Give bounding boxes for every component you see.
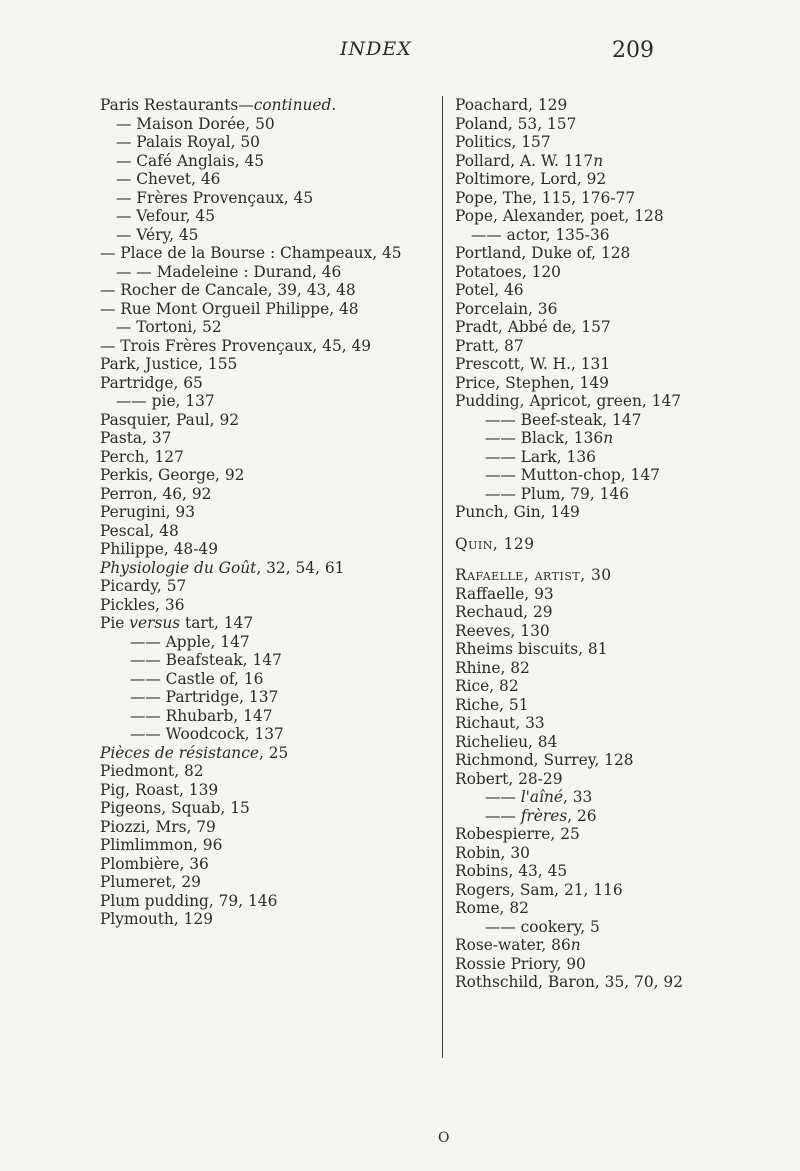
entry-text: — Café Anglais, 45 [116, 151, 265, 170]
entry-text: —— actor, 135-36 [471, 225, 610, 244]
index-entry [100, 725, 430, 744]
entry-text: Robert, 28-29 [455, 769, 563, 788]
entry-text: —— Beafsteak, 147 [130, 651, 282, 669]
index-entry [100, 189, 430, 208]
index-entry [100, 485, 430, 504]
index-column-right [455, 96, 785, 992]
entry-text: Potatoes, 120 [455, 262, 561, 281]
index-entry [100, 429, 430, 448]
entry-text: Plumeret, 29 [100, 873, 201, 891]
index-entry [100, 318, 430, 337]
entry-text: — Palais Royal, 50 [116, 133, 260, 151]
entry-text: Perch, 127 [100, 447, 184, 466]
entry-text: —— Apple, 147 [130, 632, 250, 651]
entry-text: —— Mutton-chop, 147 [485, 466, 660, 484]
entry-text: Perron, 46, 92 [100, 484, 212, 503]
entry-text: Partridge, 65 [100, 373, 203, 392]
index-entry [100, 744, 430, 763]
entry-text: Pradt, Abbé de, 157 [455, 318, 611, 336]
entry-text: —— Partridge, 137 [130, 688, 279, 706]
entry-text: —— [485, 788, 521, 806]
entry-text: Rhine, 82 [455, 658, 530, 677]
index-entry [100, 411, 430, 430]
entry-text: — Place de la Bourse : Champeaux, 45 [100, 244, 402, 262]
entry-text: —— Woodcock, 137 [130, 725, 284, 743]
index-entry [455, 918, 785, 937]
index-entry [455, 696, 785, 715]
index-entry [100, 466, 430, 485]
index-entry [100, 207, 430, 226]
entry-text: — Rocher de Cancale, 39, 43, 48 [100, 281, 356, 299]
entry-text: Prescott, W. H., 131 [455, 355, 611, 373]
entry-text: —— Rhubarb, 147 [130, 706, 273, 725]
index-entry [455, 659, 785, 678]
index-entry [100, 670, 430, 689]
index-entry [455, 170, 785, 189]
entry-text: Plimlimmon, 96 [100, 836, 223, 854]
entry-text: Plum pudding, 79, 146 [100, 891, 278, 910]
entry-text: —— Castle of, 16 [130, 669, 264, 688]
entry-text: Richmond, Surrey, 128 [455, 751, 634, 769]
entry-text: Plymouth, 129 [100, 910, 214, 928]
index-entry [455, 622, 785, 641]
index-entry [100, 522, 430, 541]
index-entry [100, 244, 430, 263]
entry-text: — — Madeleine : Durand, 46 [116, 262, 342, 281]
index-entry [100, 540, 430, 559]
entry-suffix: —continued. [238, 96, 337, 114]
entry-text: Piozzi, Mrs, 79 [100, 817, 216, 836]
entry-suffix: n [593, 151, 604, 170]
index-entry [455, 485, 785, 504]
entry-text: —— Plum, 79, 146 [485, 484, 629, 503]
index-entry [100, 337, 430, 356]
index-entry [100, 152, 430, 171]
index-entry [100, 633, 430, 652]
entry-text: Pig, Roast, 139 [100, 780, 219, 799]
entry-text: Potel, 46 [455, 281, 524, 299]
entry-suffix: , 26 [567, 806, 597, 825]
entry-text: Park, Justice, 155 [100, 355, 238, 373]
index-entry [455, 392, 785, 411]
entry-text: Rome, 82 [455, 899, 529, 917]
entry-text: — Chevet, 46 [116, 170, 221, 188]
entry-text: Politics, 157 [455, 133, 551, 151]
index-entry [455, 115, 785, 134]
entry-text: Rechaud, 29 [455, 603, 553, 621]
index-entry [455, 429, 785, 448]
index-entry [455, 585, 785, 604]
entry-text: Robespierre, 25 [455, 825, 580, 843]
index-entry [455, 244, 785, 263]
index-entry [100, 503, 430, 522]
entry-text: Pièces de résistance [100, 743, 259, 762]
entry-italic-text: frères [520, 806, 568, 825]
entry-text: — Trois Frères Provençaux, 45, 49 [100, 336, 372, 355]
entry-text: Poachard, 129 [455, 96, 568, 114]
entry-text: Pigeons, Squab, 15 [100, 799, 250, 817]
index-entry [455, 973, 785, 992]
index-entry [455, 337, 785, 356]
index-entry [100, 596, 430, 615]
entry-suffix: n [570, 936, 581, 954]
entry-text: — Maison Dorée, 50 [116, 114, 275, 133]
entry-suffix: tart, 147 [180, 614, 254, 632]
page-number: 209 [612, 38, 654, 63]
index-entry [100, 892, 430, 911]
entry-text: —— Beef-steak, 147 [485, 410, 642, 429]
entry-suffix: n [603, 429, 614, 447]
index-entry [455, 448, 785, 467]
index-entry [100, 873, 430, 892]
entry-text: Richelieu, 84 [455, 732, 558, 751]
index-entry [455, 318, 785, 337]
index-entry [100, 707, 430, 726]
entry-text: — Rue Mont Orgueil Philippe, 48 [100, 299, 359, 318]
entry-text: Poland, 53, 157 [455, 114, 577, 133]
index-entry [455, 862, 785, 881]
index-entry [100, 614, 430, 633]
index-entry [100, 226, 430, 245]
index-entry [455, 263, 785, 282]
index-entry [455, 640, 785, 659]
entry-text: —— Black, 136 [485, 429, 604, 447]
entry-text: Price, Stephen, 149 [455, 373, 609, 392]
index-entry [455, 189, 785, 208]
entry-text: Punch, Gin, 149 [455, 503, 580, 521]
entry-text: Rose-water, 86 [455, 936, 571, 954]
index-entry [100, 263, 430, 282]
index-entry [100, 392, 430, 411]
index-entry [100, 836, 430, 855]
entry-text: Perugini, 93 [100, 503, 196, 521]
entry-text: Robin, 30 [455, 843, 530, 862]
index-entry [455, 300, 785, 319]
entry-text: —— cookery, 5 [485, 917, 600, 936]
index-entry [455, 751, 785, 770]
entry-text: —— [485, 806, 521, 825]
index-entry [455, 411, 785, 430]
entry-text: Pope, The, 115, 176-77 [455, 188, 636, 207]
entry-text: —— Lark, 136 [485, 447, 596, 466]
index-entry [100, 762, 430, 781]
entry-text: Riche, 51 [455, 695, 529, 714]
index-entry [100, 855, 430, 874]
entry-text: — Véry, 45 [116, 225, 199, 244]
index-entry [100, 818, 430, 837]
index-entry [455, 825, 785, 844]
index-entry [100, 170, 430, 189]
entry-text: Pie [100, 614, 130, 632]
entry-text: Pudding, Apricot, green, 147 [455, 392, 682, 410]
entry-text: — Tortoni, 52 [116, 318, 222, 336]
index-entry [455, 374, 785, 393]
index-entry [100, 651, 430, 670]
entry-text: Rothschild, Baron, 35, 70, 92 [455, 973, 683, 991]
entry-text: Pasquier, Paul, 92 [100, 410, 240, 429]
entry-suffix: , 32, 54, 61 [256, 558, 345, 577]
index-entry [455, 899, 785, 918]
index-entry [455, 503, 785, 522]
index-entry [455, 281, 785, 300]
entry-text: Rice, 82 [455, 677, 519, 695]
index-entry [455, 733, 785, 752]
entry-text: Pope, Alexander, poet, 128 [455, 207, 664, 225]
index-entry [455, 714, 785, 733]
entry-text: Richaut, 33 [455, 714, 545, 732]
index-entry [455, 677, 785, 696]
index-entry [455, 936, 785, 955]
entry-text: Picardy, 57 [100, 577, 187, 595]
entry-text: Rossie Priory, 90 [455, 954, 586, 973]
entry-italic-text: versus [129, 614, 181, 632]
index-entry [100, 96, 430, 115]
running-head [0, 38, 800, 68]
entry-text: Plombière, 36 [100, 854, 209, 873]
entry-text: Paris Restaurants [100, 96, 239, 114]
index-entry [455, 535, 785, 554]
entry-text: —— pie, 137 [116, 392, 215, 410]
index-entry [455, 770, 785, 789]
index-entry [100, 577, 430, 596]
index-entry [455, 844, 785, 863]
index-entry [455, 207, 785, 226]
index-entry [455, 566, 785, 585]
entry-text: Robins, 43, 45 [455, 862, 568, 880]
entry-text: Rafaelle, artist, 30 [455, 566, 612, 584]
index-entry [100, 133, 430, 152]
index-entry [100, 115, 430, 134]
index-entry [455, 355, 785, 374]
index-entry [455, 466, 785, 485]
entry-text: Perkis, George, 92 [100, 466, 245, 484]
entry-text: — Vefour, 45 [116, 207, 216, 225]
entry-text: Pasta, 37 [100, 429, 172, 447]
entry-text: — Frères Provençaux, 45 [116, 188, 314, 207]
index-entry [455, 152, 785, 171]
entry-text: Raffaelle, 93 [455, 584, 554, 603]
entry-text: Porcelain, 36 [455, 299, 558, 318]
entry-text: Pescal, 48 [100, 521, 179, 540]
entry-text: Poltimore, Lord, 92 [455, 170, 607, 188]
entry-text: Portland, Duke of, 128 [455, 244, 631, 262]
index-entry [455, 226, 785, 245]
entry-suffix: , 33 [562, 788, 593, 806]
entry-suffix: , 25 [258, 743, 289, 762]
index-entry [100, 281, 430, 300]
index-entry [100, 781, 430, 800]
entry-text: Piedmont, 82 [100, 762, 204, 780]
index-entry [455, 881, 785, 900]
entry-text: Pratt, 87 [455, 336, 524, 355]
footer-mark: O [438, 1130, 450, 1146]
entry-text: Reeves, 130 [455, 621, 550, 640]
entry-text: Philippe, 48-49 [100, 540, 218, 558]
entry-text: Rogers, Sam, 21, 116 [455, 880, 623, 899]
index-entry [100, 688, 430, 707]
index-entry [455, 955, 785, 974]
index-entry [100, 799, 430, 818]
index-column-left [100, 96, 430, 929]
entry-text: Physiologie du Goût [100, 558, 257, 577]
index-entry [455, 788, 785, 807]
entry-text: Rheims biscuits, 81 [455, 640, 608, 658]
index-entry [100, 300, 430, 319]
index-entry [455, 807, 785, 826]
entry-text: Pollard, A. W. 117 [455, 151, 594, 170]
index-entry [100, 355, 430, 374]
index-entry [455, 133, 785, 152]
index-entry [455, 603, 785, 622]
index-entry [100, 910, 430, 929]
index-entry [455, 96, 785, 115]
index-entry [100, 559, 430, 578]
entry-text: Pickles, 36 [100, 595, 185, 614]
entry-text: Quin, 129 [455, 534, 535, 553]
column-divider [442, 96, 443, 1058]
index-entry [100, 448, 430, 467]
entry-italic-text: l'aîné [520, 788, 563, 806]
page-title: INDEX [340, 38, 412, 60]
index-entry [100, 374, 430, 393]
